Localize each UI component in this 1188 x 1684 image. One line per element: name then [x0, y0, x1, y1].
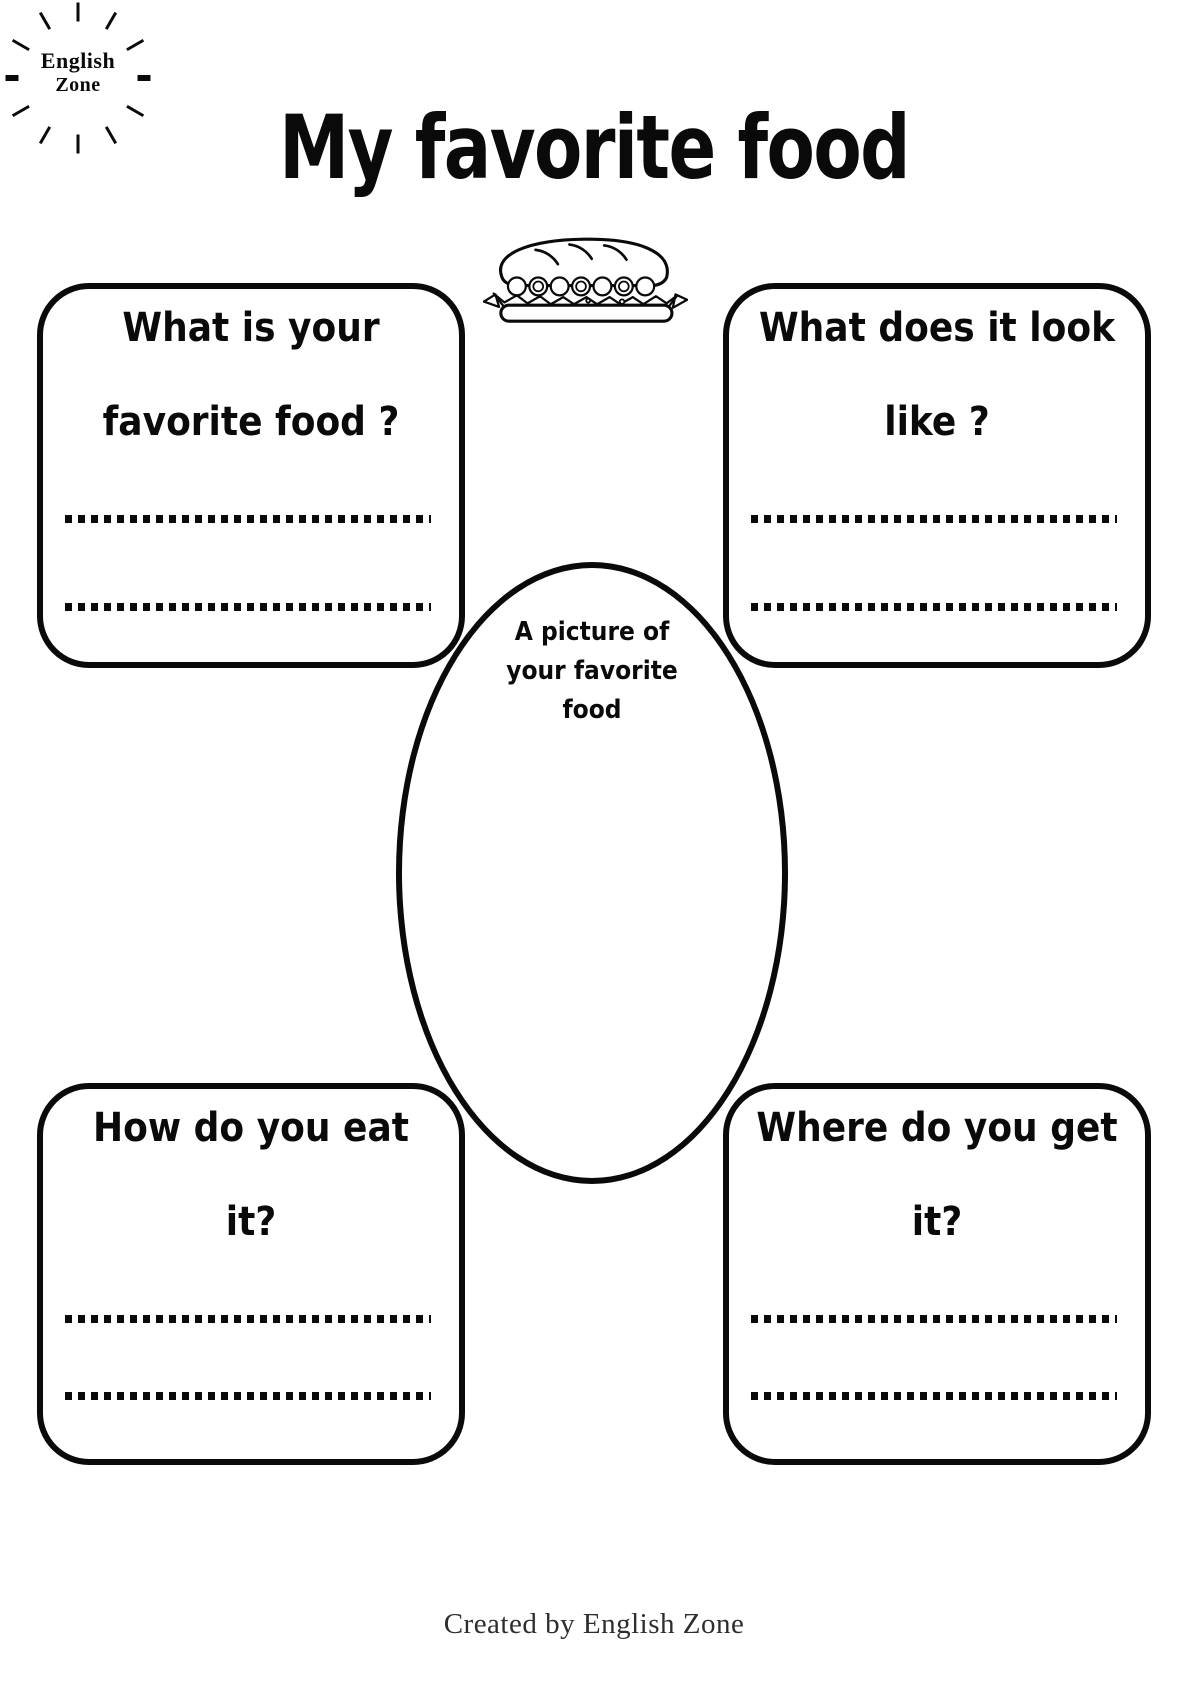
logo-word-english: English [40, 48, 116, 73]
oval-caption-line: your favorite [506, 656, 678, 686]
question-line: it? [911, 1199, 963, 1245]
oval-caption [421, 613, 763, 730]
drawing-area-oval[interactable] [396, 562, 788, 1184]
answer-blank[interactable] [751, 603, 1117, 611]
question-heading [729, 281, 1145, 469]
question-line: like ? [884, 399, 990, 445]
oval-caption-line: food [562, 695, 622, 725]
logo-ray [77, 3, 80, 22]
question-line: What is your [122, 305, 380, 351]
question-box-where-get [723, 1083, 1151, 1465]
answer-blank[interactable] [65, 603, 431, 611]
answer-blank[interactable] [65, 1392, 431, 1400]
footer-credit: Created by English Zone [443, 1608, 745, 1640]
question-heading [43, 281, 459, 469]
answer-blank[interactable] [751, 1315, 1117, 1323]
page-title: My favorite food [279, 96, 909, 199]
logo-ray [77, 135, 80, 154]
question-box-look-like [723, 283, 1151, 668]
question-line: it? [225, 1199, 277, 1245]
question-line: What does it look [758, 305, 1116, 351]
question-box-favorite-food [37, 283, 465, 668]
answer-blank[interactable] [65, 1315, 431, 1323]
question-heading [729, 1081, 1145, 1269]
sandwich-illustration [483, 231, 688, 324]
answer-blank[interactable] [751, 515, 1117, 523]
logo-ray [12, 105, 30, 117]
logo-ray [105, 12, 117, 30]
answer-blank[interactable] [65, 515, 431, 523]
logo-word-zone: Zone [55, 74, 101, 96]
question-line: How do you eat [93, 1105, 409, 1151]
question-line: favorite food ? [102, 399, 400, 445]
logo-ray [105, 126, 117, 144]
answer-blank[interactable] [751, 1392, 1117, 1400]
logo-ray [39, 12, 51, 30]
logo-text [2, 48, 154, 98]
oval-caption-line: A picture of [514, 617, 670, 647]
logo-ray [39, 126, 51, 144]
question-box-how-eat [37, 1083, 465, 1465]
question-heading [43, 1081, 459, 1269]
question-line: Where do you get [756, 1105, 1118, 1151]
